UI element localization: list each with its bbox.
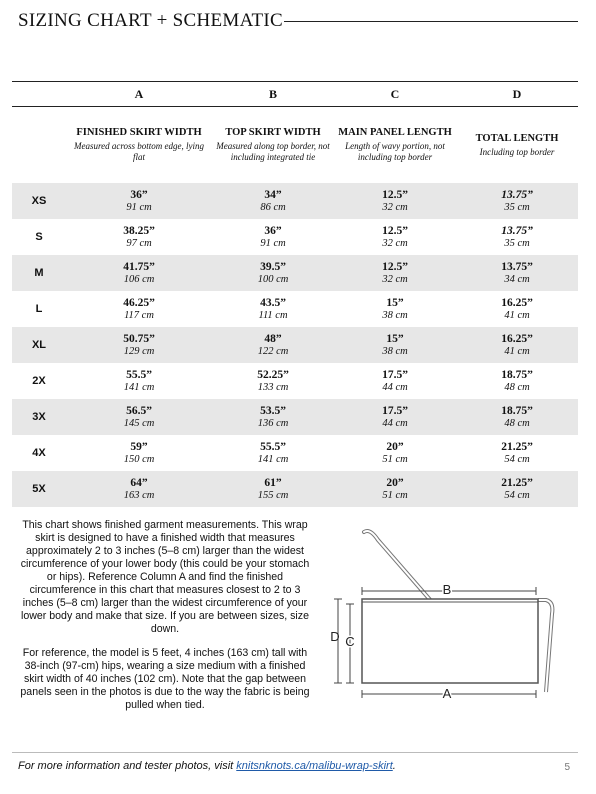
cell-cm: 111 cm <box>258 309 288 321</box>
title-row <box>18 10 578 34</box>
cell-a <box>66 399 212 435</box>
cell-cm: 35 cm <box>504 237 530 249</box>
cell-inches: 13.75” <box>501 260 533 273</box>
cell-cm: 145 cm <box>123 417 155 429</box>
cell-cm: 155 cm <box>257 489 289 501</box>
column-header-a <box>66 107 212 184</box>
cell-cm: 150 cm <box>123 453 155 465</box>
cell-inches: 16.25” <box>501 296 533 309</box>
cell-b <box>212 291 334 327</box>
cell-cm: 44 cm <box>382 381 408 393</box>
cell-inches: 38.25” <box>123 224 155 237</box>
cell-a <box>66 219 212 255</box>
cell-inches: 12.5” <box>382 260 408 273</box>
cell-c <box>334 399 456 435</box>
cell-d <box>456 363 578 399</box>
column-header-blank <box>12 107 66 184</box>
cell-d <box>456 219 578 255</box>
cell-d <box>456 255 578 291</box>
cell-cm: 34 cm <box>504 273 530 285</box>
cell-a <box>66 363 212 399</box>
table-row <box>12 471 578 507</box>
cell-c <box>334 183 456 219</box>
column-header-b-desc: Measured along top border, not including integrated tie <box>216 141 330 162</box>
table-row <box>12 255 578 291</box>
page-title: SIZING CHART + SCHEMATIC <box>18 10 284 31</box>
cell-inches: 15” <box>386 332 404 345</box>
footer-text: For more information and tester photos, visit <box>18 760 237 772</box>
cell-b <box>212 435 334 471</box>
cell-cm: 32 cm <box>382 273 408 285</box>
cell-inches: 18.75” <box>501 368 533 381</box>
cell-inches: 50.75” <box>123 332 155 345</box>
column-letter-blank <box>12 82 66 107</box>
cell-b <box>212 327 334 363</box>
cell-inches: 55.5” <box>126 368 152 381</box>
cell-cm: 91 cm <box>260 237 286 249</box>
cell-inches: 17.5” <box>382 368 408 381</box>
page-number: 5 <box>564 762 570 773</box>
cell-cm: 122 cm <box>257 345 289 357</box>
size-label: 5X <box>12 471 66 507</box>
footer-rule <box>12 752 578 753</box>
cell-cm: 41 cm <box>504 309 530 321</box>
cell-inches: 43.5” <box>260 296 286 309</box>
cell-inches: 34” <box>264 188 282 201</box>
column-letter-row <box>12 82 578 107</box>
cell-cm: 106 cm <box>123 273 155 285</box>
cell-c <box>334 363 456 399</box>
cell-cm: 51 cm <box>382 453 408 465</box>
cell-cm: 48 cm <box>504 417 530 429</box>
notes-paragraph-model: For reference, the model is 5 feet, 4 inches (163 cm) tall with 38-inch (97-cm) hips, wearing a size medium with a finished skirt width of 40 inches (102 cm). Note that the gap between panels seen in the photos is due to the way the fabric is being pulled when tied. <box>20 647 310 711</box>
table-row <box>12 183 578 219</box>
cell-inches: 13.75” <box>501 188 533 201</box>
table-row <box>12 291 578 327</box>
schematic-label-c: C <box>345 634 355 649</box>
column-letter-c: C <box>334 82 456 107</box>
cell-inches: 21.25” <box>501 476 533 489</box>
column-header-b <box>212 107 334 184</box>
size-label: S <box>35 231 43 243</box>
cell-inches: 16.25” <box>501 332 533 345</box>
cell-inches: 52.25” <box>257 368 289 381</box>
cell-c <box>334 219 456 255</box>
sizing-table <box>12 81 578 507</box>
column-header-d-desc: Including top border <box>479 146 555 157</box>
footer-link[interactable]: knitsnknots.ca/malibu-wrap-skirt <box>236 760 393 772</box>
cell-inches: 56.5” <box>126 404 152 417</box>
schematic-label-a: A <box>442 686 452 701</box>
table-row <box>12 219 578 255</box>
cell-inches: 15” <box>386 296 404 309</box>
table-row <box>12 363 578 399</box>
schematic-label-d: D <box>330 629 340 644</box>
cell-inches: 64” <box>130 476 148 489</box>
cell-cm: 41 cm <box>504 345 530 357</box>
column-header-c-name: MAIN PANEL LENGTH <box>338 127 452 138</box>
column-header-b-name: TOP SKIRT WIDTH <box>225 127 321 138</box>
cell-inches: 12.5” <box>382 188 408 201</box>
cell-cm: 35 cm <box>504 201 530 213</box>
cell-cm: 97 cm <box>126 237 152 249</box>
cell-inches: 12.5” <box>382 224 408 237</box>
cell-cm: 32 cm <box>382 237 408 249</box>
cell-c <box>334 291 456 327</box>
size-label: 4X <box>32 447 46 459</box>
notes-paragraph-sizing: This chart shows finished garment measurements. This wrap skirt is designed to have a finished width that measures approximately 2 to 3 inches (5–8 cm) larger than the widest circumference of your lower body (this could be your stomach or hips). Reference Column A and find the finished circumference in this chart that measures closest to 2 to 3 inches (5–8 cm) larger than the widest circumference of your lower body and make that size. If you are between sizes, size down. <box>20 519 310 635</box>
cell-cm: 117 cm <box>124 309 154 321</box>
cell-inches: 61” <box>264 476 282 489</box>
cell-cm: 38 cm <box>382 309 408 321</box>
cell-cm: 91 cm <box>126 201 152 213</box>
cell-a <box>66 183 212 219</box>
size-label: M <box>12 255 66 291</box>
size-label: XL <box>12 327 66 363</box>
cell-cm: 32 cm <box>382 201 408 213</box>
schematic-label-b: B <box>442 582 452 597</box>
cell-cm: 38 cm <box>382 345 408 357</box>
sizing-notes <box>18 519 312 723</box>
schematic-skirt-panel <box>362 599 538 683</box>
cell-inches: 20” <box>386 440 404 453</box>
cell-inches: 36” <box>130 188 148 201</box>
cell-cm: 54 cm <box>504 453 530 465</box>
cell-inches: 46.25” <box>123 296 155 309</box>
cell-cm: 48 cm <box>504 381 530 393</box>
cell-inches: 53.5” <box>260 404 286 417</box>
cell-d <box>456 291 578 327</box>
cell-inches: 59” <box>130 440 148 453</box>
cell-cm: 141 cm <box>257 453 289 465</box>
cell-cm: 51 cm <box>382 489 408 501</box>
title-rule <box>284 21 578 22</box>
cell-a <box>66 255 212 291</box>
cell-inches: 18.75” <box>501 404 533 417</box>
cell-c <box>334 471 456 507</box>
cell-c <box>334 255 456 291</box>
table-row <box>12 327 578 363</box>
table-row <box>12 435 578 471</box>
footer-suffix: . <box>392 760 396 772</box>
column-header-d <box>456 107 578 184</box>
cell-b <box>212 363 334 399</box>
cell-c <box>334 327 456 363</box>
cell-inches: 39.5” <box>260 260 286 273</box>
cell-cm: 86 cm <box>260 201 286 213</box>
cell-d <box>456 183 578 219</box>
cell-d <box>456 399 578 435</box>
cell-inches: 13.75” <box>501 224 533 237</box>
cell-b <box>212 183 334 219</box>
column-letter-b: B <box>212 82 334 107</box>
cell-cm: 163 cm <box>123 489 155 501</box>
cell-a <box>66 471 212 507</box>
cell-a <box>66 291 212 327</box>
size-label: 3X <box>12 399 66 435</box>
cell-inches: 36” <box>264 224 282 237</box>
cell-cm: 129 cm <box>123 345 155 357</box>
size-label: L <box>35 303 43 315</box>
cell-b <box>212 255 334 291</box>
cell-d <box>456 327 578 363</box>
cell-c <box>334 435 456 471</box>
column-letter-d: D <box>456 82 578 107</box>
cell-cm: 100 cm <box>257 273 289 285</box>
size-label: 2X <box>32 375 46 387</box>
cell-b <box>212 471 334 507</box>
skirt-schematic <box>320 516 584 716</box>
cell-inches: 21.25” <box>501 440 533 453</box>
table-row <box>12 399 578 435</box>
cell-b <box>212 219 334 255</box>
column-letter-a: A <box>66 82 212 107</box>
size-label: XS <box>12 183 66 219</box>
column-header-row <box>12 107 578 184</box>
cell-a <box>66 327 212 363</box>
cell-d <box>456 471 578 507</box>
column-header-c <box>334 107 456 184</box>
cell-inches: 41.75” <box>123 260 155 273</box>
column-header-a-desc: Measured across bottom edge, lying flat <box>73 141 205 162</box>
column-header-c-desc: Length of wavy portion, not including top border <box>345 141 445 162</box>
cell-cm: 141 cm <box>123 381 155 393</box>
cell-cm: 133 cm <box>257 381 289 393</box>
column-header-d-name: TOTAL LENGTH <box>475 132 559 144</box>
cell-inches: 17.5” <box>382 404 408 417</box>
cell-inches: 55.5” <box>260 440 286 453</box>
column-header-a-name: FINISHED SKIRT WIDTH <box>76 127 202 138</box>
cell-d <box>456 435 578 471</box>
footer <box>18 760 396 772</box>
cell-inches: 48” <box>264 332 282 345</box>
cell-cm: 54 cm <box>504 489 530 501</box>
cell-a <box>66 435 212 471</box>
cell-cm: 44 cm <box>382 417 408 429</box>
cell-b <box>212 399 334 435</box>
cell-inches: 20” <box>386 476 404 489</box>
cell-cm: 136 cm <box>257 417 289 429</box>
